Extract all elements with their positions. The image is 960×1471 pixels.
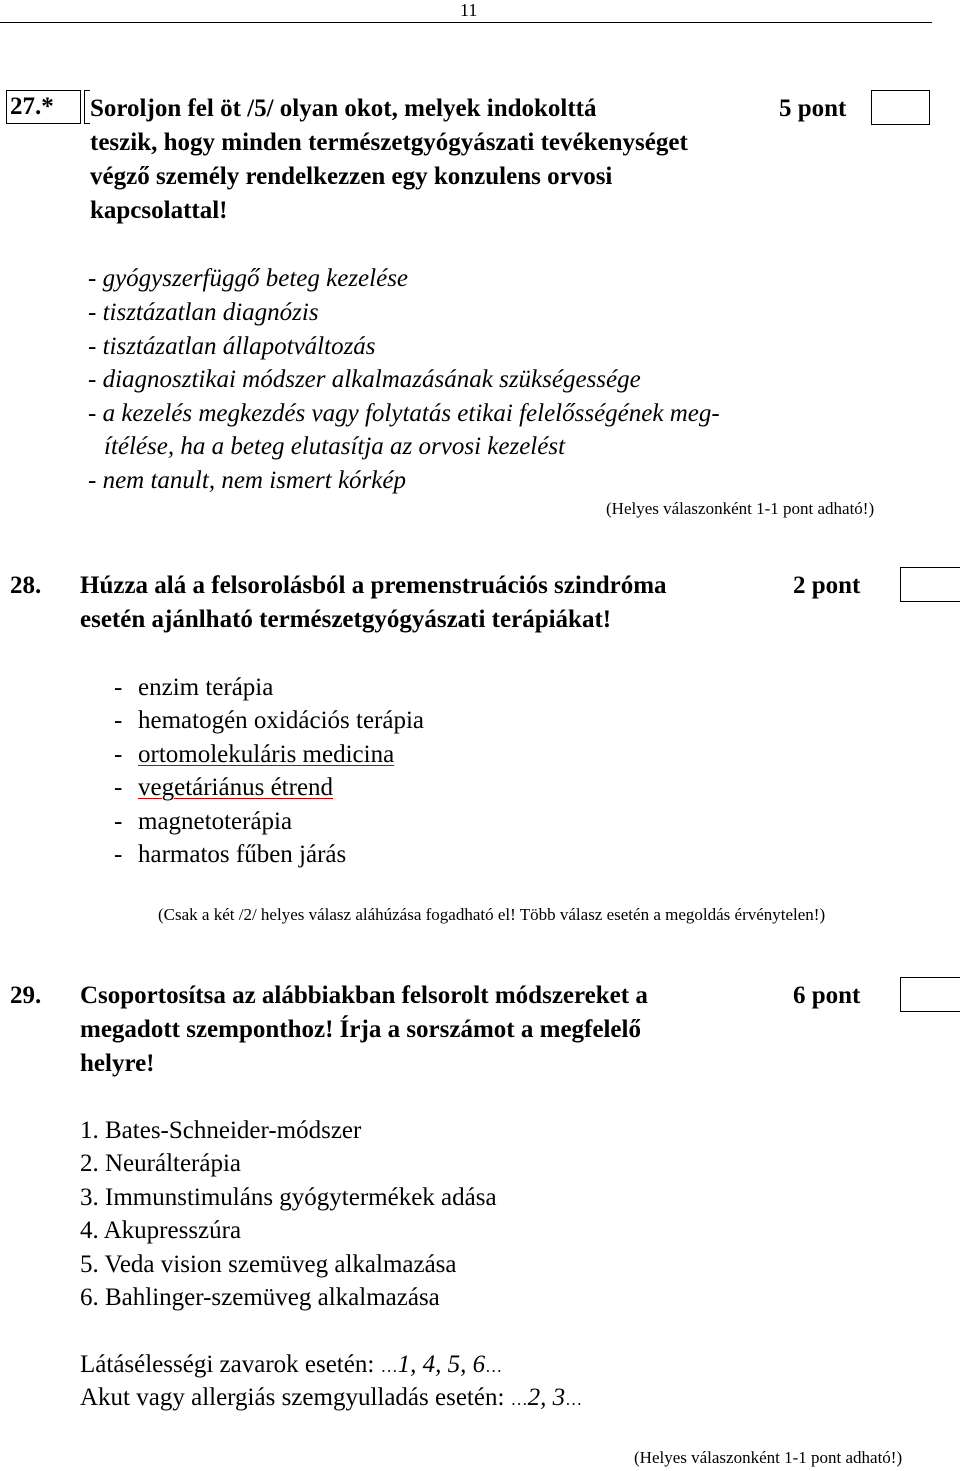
- method-item: 6. Bahlinger-szemüveg alkalmazása: [80, 1284, 440, 1311]
- answer-line: - tisztázatlan diagnózis: [88, 299, 319, 326]
- answer-dots: …: [485, 1357, 503, 1376]
- answer-dots: …: [565, 1390, 583, 1409]
- option-item[interactable]: magnetoterápia: [138, 808, 293, 835]
- question-number: 29.: [10, 982, 42, 1009]
- group-answer[interactable]: 2, 3: [527, 1384, 566, 1411]
- answer-line: - a kezelés megkezdés vagy folytatás etikai felelősségének meg-: [88, 400, 720, 427]
- question-text-line: Csoportosítsa az alábbiakban felsorolt módszereket a: [80, 982, 648, 1009]
- group-answer[interactable]: 1, 4, 5, 6: [397, 1351, 486, 1378]
- option-dash: -: [114, 774, 123, 801]
- option-item[interactable]: hematogén oxidációs terápia: [138, 707, 424, 734]
- option-dash: -: [114, 707, 123, 734]
- group-label: Látásélességi zavarok esetén:: [80, 1351, 375, 1378]
- method-item: 1. Bates-Schneider-módszer: [80, 1117, 362, 1144]
- group-label: Akut vagy allergiás szemgyulladás esetén:: [80, 1384, 505, 1411]
- option-dash: -: [114, 841, 123, 868]
- question-text-line: Húzza alá a felsorolásból a premenstruációs szindróma: [80, 572, 667, 599]
- answer-line: ítélése, ha a beteg elutasítja az orvosi kezelést: [104, 433, 566, 460]
- page-number: 11: [460, 0, 478, 20]
- method-item: 2. Neurálterápia: [80, 1150, 242, 1177]
- option-dash: -: [114, 674, 123, 701]
- scoring-note: (Csak a két /2/ helyes válasz aláhúzása fogadható el! Több válasz esetén a megoldás érvénytelen!): [158, 905, 826, 924]
- scoring-note: (Helyes válaszonként 1-1 pont adható!): [634, 1448, 903, 1467]
- answer-dots: …: [510, 1390, 528, 1409]
- option-item-underlined[interactable]: vegetáriánus étrend: [138, 774, 334, 801]
- group-answer-row: [80, 1348, 502, 1384]
- question-text-line: teszik, hogy minden természetgyógyászati tevékenységet: [90, 129, 688, 156]
- answer-line: - gyógyszerfüggő beteg kezelése: [88, 265, 409, 292]
- answer-line: - diagnosztikai módszer alkalmazásának szükségessége: [88, 366, 641, 393]
- question-points: 5 pont: [779, 95, 847, 122]
- question-text-line: esetén ajánlható természetgyógyászati terápiákat!: [80, 606, 612, 633]
- question-text-line: Soroljon fel öt /5/ olyan okot, melyek indokolttá: [90, 95, 597, 122]
- method-item: 3. Immunstimuláns gyógytermékek adása: [80, 1184, 497, 1211]
- option-item-underlined[interactable]: ortomolekuláris medicina: [138, 741, 395, 768]
- question-points: 2 pont: [793, 572, 861, 599]
- option-item[interactable]: enzim terápia: [138, 674, 274, 701]
- question-number: 27.*: [10, 93, 54, 120]
- header-rule: [0, 22, 932, 23]
- scoring-note: (Helyes válaszonként 1-1 pont adható!): [606, 499, 875, 518]
- question-text-line: végző személy rendelkezzen egy konzulens orvosi: [90, 163, 613, 190]
- score-box[interactable]: [900, 977, 960, 1012]
- question-points: 6 pont: [793, 982, 861, 1009]
- answer-dots: …: [380, 1357, 398, 1376]
- option-item[interactable]: harmatos fűben járás: [138, 841, 347, 868]
- option-dash: -: [114, 741, 123, 768]
- question-text-line: megadott szemponthoz! Írja a sorszámot a megfelelő: [80, 1016, 641, 1043]
- answer-line: - tisztázatlan állapotváltozás: [88, 333, 376, 360]
- question-text-line: kapcsolattal!: [90, 197, 228, 224]
- score-box[interactable]: [871, 90, 930, 125]
- option-dash: -: [114, 808, 123, 835]
- question-text-line: helyre!: [80, 1050, 155, 1077]
- answer-line: - nem tanult, nem ismert kórkép: [88, 467, 406, 494]
- method-item: 4. Akupresszúra: [80, 1217, 242, 1244]
- question-number: 28.: [10, 572, 42, 599]
- score-box[interactable]: [900, 567, 960, 602]
- group-answer-row: [80, 1381, 582, 1417]
- method-item: 5. Veda vision szemüveg alkalmazása: [80, 1251, 457, 1278]
